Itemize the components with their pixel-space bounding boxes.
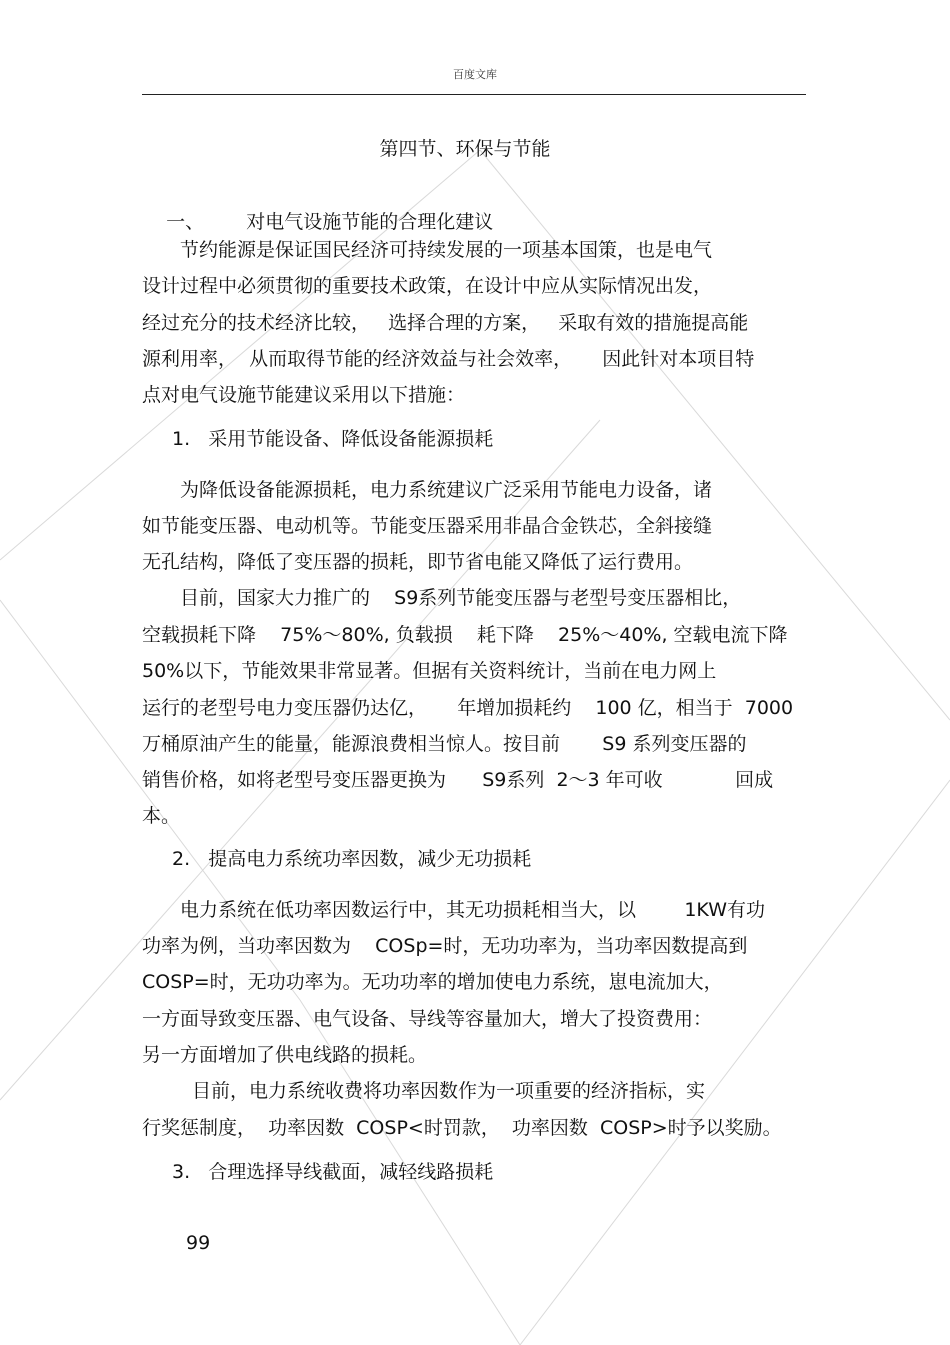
item-1-para2-line: 万桶原油产生的能量，能源浪费相当惊人。按目前 S9 系列变压器的 bbox=[142, 733, 747, 755]
header-rule bbox=[142, 94, 806, 95]
intro-line: 经过充分的技术经济比较， 选择合理的方案， 采取有效的措施提高能 bbox=[142, 312, 749, 334]
item-1-para2-line: 50%以下，节能效果非常显著。但据有关资料统计，当前在电力网上 bbox=[142, 660, 717, 682]
section-title: 第四节、环保与节能 bbox=[379, 138, 551, 160]
item-1-title: 1. 采用节能设备、降低设备能源损耗 bbox=[172, 428, 494, 450]
watermark-line bbox=[520, 780, 950, 1345]
item-1-para2-line: 目前，国家大力推广的 S9系列节能变压器与老型号变压器相比， bbox=[180, 587, 742, 609]
item-1-para2-line: 本。 bbox=[142, 805, 181, 827]
item-2-para1-line: 功率为例，当功率因数为 COSp=时，无功功率为，当功率因数提高到 bbox=[142, 935, 748, 957]
page-number: 99 bbox=[186, 1232, 211, 1254]
item-2-para1-line: 电力系统在低功率因数运行中，其无功损耗相当大，以 1KW有功 bbox=[180, 899, 765, 921]
item-2-para1-line: 另一方面增加了供电线路的损耗。 bbox=[142, 1044, 428, 1066]
item-1-para1-line: 如节能变压器、电动机等。节能变压器采用非晶合金铁芯，全斜接缝 bbox=[142, 515, 713, 537]
page-header: 百度文库 bbox=[453, 68, 497, 81]
item-1-para2-line: 销售价格，如将老型号变压器更换为 S9系列 2～3 年可收 回成 bbox=[142, 769, 774, 791]
item-2-para1-line: COSP=时，无功功率为。无功功率的增加使电力系统，崽电流加大， bbox=[142, 971, 723, 993]
intro-line: 源利用率， 从而取得节能的经济效益与社会效率， 因此针对本项目特 bbox=[142, 348, 755, 370]
item-2-para2-line: 目前，电力系统收费将功率因数作为一项重要的经济指标，实 bbox=[192, 1080, 706, 1102]
item-2-title: 2. 提高电力系统功率因数，减少无功损耗 bbox=[172, 848, 532, 870]
intro-line: 节约能源是保证国民经济可持续发展的一项基本国策，也是电气 bbox=[180, 239, 713, 261]
intro-line: 点对电气设施节能建议采用以下措施： bbox=[142, 384, 466, 406]
item-2-para1-line: 一方面导致变压器、电气设备、导线等容量加大，增大了投资费用： bbox=[142, 1008, 713, 1030]
item-1-para2-line: 运行的老型号电力变压器仍达亿， 年增加损耗约 100 亿，相当于 7000 bbox=[142, 697, 794, 719]
heading-1-text: 对电气设施节能的合理化建议 bbox=[246, 211, 494, 233]
item-1-para1-line: 无孔结构，降低了变压器的损耗，即节省电能又降低了运行费用。 bbox=[142, 551, 694, 573]
item-1-para2-line: 空载损耗下降 75%～80%, 负载损 耗下降 25%～40%, 空载电流下降 bbox=[142, 624, 788, 646]
item-2-para2-line: 行奖惩制度， 功率因数 COSP<时罚款， 功率因数 COSP>时予以奖励。 bbox=[142, 1117, 782, 1139]
intro-line: 设计过程中必须贯彻的重要技术政策，在设计中应从实际情况出发， bbox=[142, 275, 713, 297]
item-3-title: 3. 合理选择导线截面，减轻线路损耗 bbox=[172, 1161, 494, 1183]
item-1-para1-line: 为降低设备能源损耗，电力系统建议广泛采用节能电力设备，诸 bbox=[180, 479, 713, 501]
heading-1-number: 一、 bbox=[166, 211, 205, 233]
